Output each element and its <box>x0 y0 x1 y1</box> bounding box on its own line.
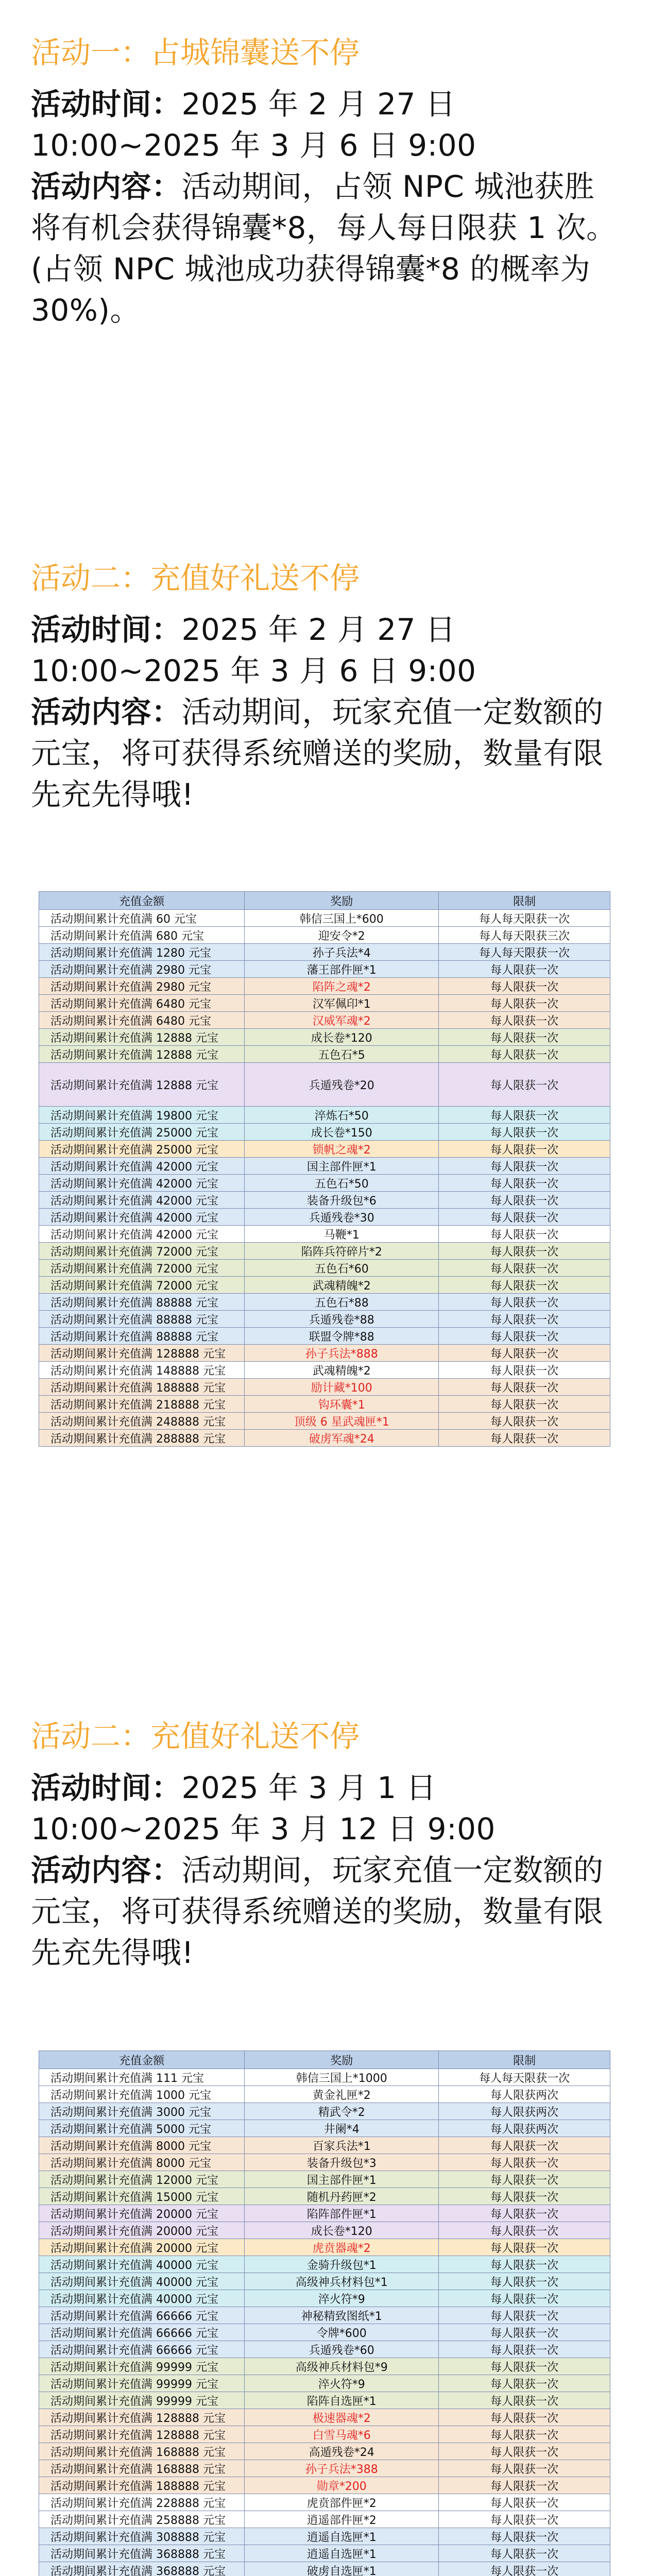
recharge-table-1-amount-cell: 活动期间累计充值满 12888 元宝 <box>39 1029 245 1046</box>
recharge-table-1-amount-cell: 活动期间累计充值满 218888 元宝 <box>39 1396 245 1413</box>
recharge-table-2-reward-cell: 淬火符*9 <box>245 2375 439 2392</box>
recharge-table-2-limit-cell: 每人限获一次 <box>439 2222 610 2239</box>
activity-2b-content <box>31 1850 618 1973</box>
recharge-table-1-row <box>39 1396 610 1413</box>
recharge-table-2-row <box>39 2375 610 2392</box>
recharge-table-2-limit-cell: 每人限获一次 <box>439 2392 610 2409</box>
recharge-table-1-row <box>39 1294 610 1311</box>
recharge-table-2-grid <box>39 2050 610 2576</box>
recharge-table-2-limit-cell: 每人限获一次 <box>439 2205 610 2222</box>
recharge-table-1-limit-cell: 每人每天限获三次 <box>439 927 610 944</box>
recharge-table-2-amount-cell: 活动期间累计充值满 228888 元宝 <box>39 2494 245 2511</box>
recharge-table-2-row <box>39 2545 610 2562</box>
recharge-table-2-limit-cell: 每人限获一次 <box>439 2545 610 2562</box>
recharge-table-2-amount-cell: 活动期间累计充值满 66666 元宝 <box>39 2341 245 2358</box>
recharge-table-1-row <box>39 1260 610 1277</box>
recharge-table-1-header-reward: 奖励 <box>245 892 439 910</box>
recharge-table-2-row <box>39 2239 610 2256</box>
recharge-table-2-amount-cell: 活动期间累计充值满 20000 元宝 <box>39 2239 245 2256</box>
recharge-table-1-limit-cell: 每人限获一次 <box>439 961 610 978</box>
recharge-table-1-reward-cell: 破虏军魂*24 <box>245 1430 439 1447</box>
activity-1-section <box>31 32 618 331</box>
recharge-table-2-reward-cell: 虎贲器魂*2 <box>245 2239 439 2256</box>
recharge-table-1-limit-cell: 每人限获一次 <box>439 1141 610 1158</box>
activity-2-content-label: 活动内容： <box>31 694 182 730</box>
recharge-table-1-reward-cell: 国主部件匣*1 <box>245 1158 439 1175</box>
recharge-table-2 <box>39 2050 610 2576</box>
activity-2-section <box>31 557 618 815</box>
recharge-table-1-row <box>39 1328 610 1345</box>
recharge-table-1-row <box>39 1277 610 1294</box>
recharge-table-2-row <box>39 2120 610 2137</box>
recharge-table-1-amount-cell: 活动期间累计充值满 680 元宝 <box>39 927 245 944</box>
recharge-table-2-limit-cell: 每人限获两次 <box>439 2086 610 2103</box>
recharge-table-2-amount-cell: 活动期间累计充值满 40000 元宝 <box>39 2256 245 2273</box>
recharge-table-2-amount-cell: 活动期间累计充值满 258888 元宝 <box>39 2511 245 2528</box>
activity-2b-time <box>31 1767 618 1850</box>
recharge-table-2-row <box>39 2290 610 2307</box>
recharge-table-1-reward-cell: 装备升级包*6 <box>245 1192 439 1209</box>
recharge-table-2-row <box>39 2494 610 2511</box>
recharge-table-2-amount-cell: 活动期间累计充值满 1000 元宝 <box>39 2086 245 2103</box>
recharge-table-2-row <box>39 2392 610 2409</box>
recharge-table-2-row <box>39 2511 610 2528</box>
recharge-table-1-row <box>39 927 610 944</box>
recharge-table-2-limit-cell: 每人限获一次 <box>439 2256 610 2273</box>
activity-2b-content-value: 活动期间，玩家充值一定数额的元宝，将可获得系统赠送的奖励，数量有限先充先得哦! <box>31 1853 604 1970</box>
activity-1-content-value: 活动期间，占领 NPC 城池获胜将有机会获得锦囊*8，每人每日限获 1 次。(占领 NPC 城池成功获得锦囊*8 的概率为 30%)。 <box>31 169 617 328</box>
recharge-table-2-reward-cell: 陷阵自选匣*1 <box>245 2392 439 2409</box>
recharge-table-1-limit-cell: 每人每天限获一次 <box>439 944 610 961</box>
recharge-table-2-header-limit: 限制 <box>439 2051 610 2069</box>
recharge-table-1-row <box>39 1430 610 1447</box>
recharge-table-2-limit-cell: 每人限获一次 <box>439 2307 610 2324</box>
recharge-table-2-amount-cell: 活动期间累计充值满 111 元宝 <box>39 2069 245 2086</box>
recharge-table-1-reward-cell: 锁帆之魂*2 <box>245 1141 439 1158</box>
recharge-table-2-reward-cell: 淬火符*9 <box>245 2290 439 2307</box>
activity-1-title: 活动一：占城锦囊送不停 <box>31 35 360 70</box>
recharge-table-2-reward-cell: 金骑升级包*1 <box>245 2256 439 2273</box>
recharge-table-1-amount-cell: 活动期间累计充值满 12888 元宝 <box>39 1046 245 1063</box>
recharge-table-2-row <box>39 2222 610 2239</box>
recharge-table-1-header-limit: 限制 <box>439 892 610 910</box>
activity-2-time <box>31 609 618 691</box>
recharge-table-1-reward-cell: 五色石*50 <box>245 1175 439 1192</box>
recharge-table-1-amount-cell: 活动期间累计充值满 72000 元宝 <box>39 1243 245 1260</box>
recharge-table-1-amount-cell: 活动期间累计充值满 128888 元宝 <box>39 1345 245 1362</box>
recharge-table-1-limit-cell: 每人限获一次 <box>439 1294 610 1311</box>
recharge-table-2-amount-cell: 活动期间累计充值满 20000 元宝 <box>39 2222 245 2239</box>
recharge-table-1-amount-cell: 活动期间累计充值满 88888 元宝 <box>39 1328 245 1345</box>
recharge-table-2-limit-cell: 每人限获一次 <box>439 2511 610 2528</box>
recharge-table-2-reward-cell: 高级神兵材料包*1 <box>245 2273 439 2290</box>
recharge-table-1-row <box>39 1379 610 1396</box>
recharge-table-1-limit-cell: 每人限获一次 <box>439 1107 610 1124</box>
recharge-table-1-amount-cell: 活动期间累计充值满 248888 元宝 <box>39 1413 245 1430</box>
recharge-table-1-amount-cell: 活动期间累计充值满 6480 元宝 <box>39 1012 245 1029</box>
recharge-table-2-amount-cell: 活动期间累计充值满 20000 元宝 <box>39 2205 245 2222</box>
recharge-table-2-reward-cell: 国主部件匣*1 <box>245 2171 439 2188</box>
recharge-table-1-amount-cell: 活动期间累计充值满 2980 元宝 <box>39 961 245 978</box>
recharge-table-2-row <box>39 2205 610 2222</box>
recharge-table-1-row <box>39 1012 610 1029</box>
recharge-table-2-limit-cell: 每人限获一次 <box>439 2409 610 2426</box>
recharge-table-1-limit-cell: 每人每天限获一次 <box>439 910 610 927</box>
recharge-table-2-row <box>39 2443 610 2460</box>
recharge-table-2-amount-cell: 活动期间累计充值满 5000 元宝 <box>39 2120 245 2137</box>
recharge-table-2-limit-cell: 每人限获一次 <box>439 2460 610 2477</box>
recharge-table-1-reward-cell: 兵遁残卷*88 <box>245 1311 439 1328</box>
recharge-table-2-limit-cell: 每人限获两次 <box>439 2103 610 2120</box>
recharge-table-1-row <box>39 1029 610 1046</box>
recharge-table-2-row <box>39 2460 610 2477</box>
recharge-table-2-limit-cell: 每人限获一次 <box>439 2358 610 2375</box>
recharge-table-1-reward-cell: 孙子兵法*4 <box>245 944 439 961</box>
recharge-table-2-amount-cell: 活动期间累计充值满 368888 元宝 <box>39 2545 245 2562</box>
recharge-table-1-reward-cell: 淬炼石*50 <box>245 1107 439 1124</box>
recharge-table-1-amount-cell: 活动期间累计充值满 42000 元宝 <box>39 1226 245 1243</box>
activity-1-content <box>31 166 618 331</box>
recharge-table-1-reward-cell: 马鞭*1 <box>245 1226 439 1243</box>
recharge-table-1-reward-cell: 成长卷*120 <box>245 1029 439 1046</box>
recharge-table-1-limit-cell: 每人限获一次 <box>439 1345 610 1362</box>
recharge-table-2-amount-cell: 活动期间累计充值满 368888 元宝 <box>39 2562 245 2576</box>
recharge-table-1-reward-cell: 顶级 6 星武魂匣*1 <box>245 1413 439 1430</box>
activity-2b-title: 活动二：充值好礼送不停 <box>31 1719 360 1754</box>
recharge-table-2-amount-cell: 活动期间累计充值满 66666 元宝 <box>39 2324 245 2341</box>
recharge-table-1-reward-cell: 藩王部件匣*1 <box>245 961 439 978</box>
recharge-table-2-limit-cell: 每人限获一次 <box>439 2528 610 2545</box>
recharge-table-1-limit-cell: 每人限获一次 <box>439 1277 610 1294</box>
activity-2-content <box>31 691 618 815</box>
recharge-table-2-amount-cell: 活动期间累计充值满 99999 元宝 <box>39 2358 245 2375</box>
recharge-table-2-row <box>39 2103 610 2120</box>
recharge-table-2-amount-cell: 活动期间累计充值满 308888 元宝 <box>39 2528 245 2545</box>
recharge-table-1-amount-cell: 活动期间累计充值满 42000 元宝 <box>39 1209 245 1226</box>
recharge-table-1-limit-cell: 每人限获一次 <box>439 1029 610 1046</box>
recharge-table-2-reward-cell: 成长卷*120 <box>245 2222 439 2239</box>
recharge-table-2-limit-cell: 每人限获一次 <box>439 2562 610 2576</box>
recharge-table-2-amount-cell: 活动期间累计充值满 40000 元宝 <box>39 2273 245 2290</box>
recharge-table-1-row <box>39 1226 610 1243</box>
recharge-table-2-amount-cell: 活动期间累计充值满 8000 元宝 <box>39 2137 245 2154</box>
recharge-table-2-reward-cell: 精武令*2 <box>245 2103 439 2120</box>
recharge-table-2-limit-cell: 每人限获一次 <box>439 2375 610 2392</box>
recharge-table-2-row <box>39 2341 610 2358</box>
recharge-table-1-amount-cell: 活动期间累计充值满 25000 元宝 <box>39 1141 245 1158</box>
recharge-table-2-row <box>39 2256 610 2273</box>
recharge-table-1-amount-cell: 活动期间累计充值满 1280 元宝 <box>39 944 245 961</box>
recharge-table-2-amount-cell: 活动期间累计充值满 15000 元宝 <box>39 2188 245 2205</box>
recharge-table-2-row <box>39 2137 610 2154</box>
recharge-table-1-limit-cell: 每人限获一次 <box>439 995 610 1012</box>
recharge-table-1-limit-cell: 每人限获一次 <box>439 1413 610 1430</box>
recharge-table-1-limit-cell: 每人限获一次 <box>439 1260 610 1277</box>
activity-2-time-label: 活动时间： <box>31 612 182 647</box>
recharge-table-2-amount-cell: 活动期间累计充值满 168888 元宝 <box>39 2460 245 2477</box>
recharge-table-1-row <box>39 1362 610 1379</box>
recharge-table-1-amount-cell: 活动期间累计充值满 19800 元宝 <box>39 1107 245 1124</box>
recharge-table-1-limit-cell: 每人限获一次 <box>439 1175 610 1192</box>
recharge-table-2-row <box>39 2086 610 2103</box>
activity-1-content-label: 活动内容： <box>31 169 182 204</box>
recharge-table-1-amount-cell: 活动期间累计充值满 88888 元宝 <box>39 1294 245 1311</box>
recharge-table-2-amount-cell: 活动期间累计充值满 99999 元宝 <box>39 2375 245 2392</box>
recharge-table-2-limit-cell: 每人限获一次 <box>439 2171 610 2188</box>
recharge-table-2-limit-cell: 每人限获一次 <box>439 2341 610 2358</box>
recharge-table-2-reward-cell: 兵遁残卷*60 <box>245 2341 439 2358</box>
recharge-table-1-reward-cell: 钩环囊*1 <box>245 1396 439 1413</box>
recharge-table-2-row <box>39 2409 610 2426</box>
recharge-table-2-reward-cell: 随机丹药匣*2 <box>245 2188 439 2205</box>
recharge-table-2-limit-cell: 每人限获一次 <box>439 2443 610 2460</box>
recharge-table-1-reward-cell: 五色石*88 <box>245 1294 439 1311</box>
recharge-table-1-reward-cell: 陷阵之魂*2 <box>245 978 439 995</box>
recharge-table-2-limit-cell: 每人限获一次 <box>439 2477 610 2494</box>
recharge-table-2-amount-cell: 活动期间累计充值满 188888 元宝 <box>39 2477 245 2494</box>
activity-1-time-value: 2025 年 2 月 27 日 10:00~2025 年 3 月 6 日 9:00 <box>31 87 476 163</box>
recharge-table-1-amount-cell: 活动期间累计充值满 72000 元宝 <box>39 1277 245 1294</box>
recharge-table-1-row <box>39 1124 610 1141</box>
recharge-table-2-limit-cell: 每人限获一次 <box>439 2426 610 2443</box>
recharge-table-2-limit-cell: 每人限获一次 <box>439 2273 610 2290</box>
recharge-table-2-reward-cell: 装备升级包*3 <box>245 2154 439 2171</box>
recharge-table-2-row <box>39 2188 610 2205</box>
recharge-table-1-reward-cell: 汉威军魂*2 <box>245 1012 439 1029</box>
recharge-table-1-amount-cell: 活动期间累计充值满 188888 元宝 <box>39 1379 245 1396</box>
recharge-table-1-row <box>39 995 610 1012</box>
recharge-table-1-reward-cell: 五色石*60 <box>245 1260 439 1277</box>
recharge-table-1-row <box>39 944 610 961</box>
recharge-table-2-header-amount: 充值金额 <box>39 2051 245 2069</box>
recharge-table-2-reward-cell: 白雪马魂*6 <box>245 2426 439 2443</box>
recharge-table-2-reward-cell: 逍遥部件匣*2 <box>245 2511 439 2528</box>
recharge-table-2-reward-cell: 逍遥自选匣*1 <box>245 2528 439 2545</box>
recharge-table-2-row <box>39 2477 610 2494</box>
activity-2-title: 活动二：充值好礼送不停 <box>31 561 360 596</box>
recharge-table-1-reward-cell: 五色石*5 <box>245 1046 439 1063</box>
recharge-table-1-amount-cell: 活动期间累计充值满 42000 元宝 <box>39 1192 245 1209</box>
recharge-table-2-reward-cell: 韩信三国上*1000 <box>245 2069 439 2086</box>
recharge-table-1-amount-cell: 活动期间累计充值满 88888 元宝 <box>39 1311 245 1328</box>
recharge-table-1-amount-cell: 活动期间累计充值满 42000 元宝 <box>39 1175 245 1192</box>
recharge-table-1-amount-cell: 活动期间累计充值满 148888 元宝 <box>39 1362 245 1379</box>
recharge-table-2-row <box>39 2069 610 2086</box>
activity-1-time <box>31 83 618 166</box>
recharge-table-2-amount-cell: 活动期间累计充值满 99999 元宝 <box>39 2392 245 2409</box>
recharge-table-1-row <box>39 1175 610 1192</box>
recharge-table-1-reward-cell: 迎安令*2 <box>245 927 439 944</box>
recharge-table-2-row <box>39 2426 610 2443</box>
recharge-table-2-limit-cell: 每人限获两次 <box>439 2120 610 2137</box>
recharge-table-1-limit-cell: 每人限获一次 <box>439 1379 610 1396</box>
recharge-table-2-reward-cell: 极速器魂*2 <box>245 2409 439 2426</box>
recharge-table-1-amount-cell: 活动期间累计充值满 60 元宝 <box>39 910 245 927</box>
recharge-table-2-amount-cell: 活动期间累计充值满 168888 元宝 <box>39 2443 245 2460</box>
recharge-table-2-header-reward: 奖励 <box>245 2051 439 2069</box>
recharge-table-2-reward-cell: 高遁残卷*24 <box>245 2443 439 2460</box>
recharge-table-1-amount-cell: 活动期间累计充值满 2980 元宝 <box>39 978 245 995</box>
recharge-table-2-limit-cell: 每人限获一次 <box>439 2494 610 2511</box>
recharge-table-1-reward-cell: 韩信三国上*600 <box>245 910 439 927</box>
recharge-table-1-limit-cell: 每人限获一次 <box>439 1124 610 1141</box>
recharge-table-2-reward-cell: 孙子兵法*388 <box>245 2460 439 2477</box>
recharge-table-1-row <box>39 1413 610 1430</box>
recharge-table-1-limit-cell: 每人限获一次 <box>439 1311 610 1328</box>
recharge-table-2-amount-cell: 活动期间累计充值满 12000 元宝 <box>39 2171 245 2188</box>
recharge-table-1-row <box>39 1141 610 1158</box>
recharge-table-2-reward-cell: 虎贲部件匣*2 <box>245 2494 439 2511</box>
activity-2-content-value: 活动期间，玩家充值一定数额的元宝，将可获得系统赠送的奖励，数量有限先充先得哦! <box>31 694 604 812</box>
recharge-table-2-limit-cell: 每人限获一次 <box>439 2188 610 2205</box>
recharge-table-1-amount-cell: 活动期间累计充值满 288888 元宝 <box>39 1430 245 1447</box>
recharge-table-2-limit-cell: 每人限获一次 <box>439 2154 610 2171</box>
recharge-table-1-amount-cell: 活动期间累计充值满 42000 元宝 <box>39 1158 245 1175</box>
recharge-table-2-limit-cell: 每人限获一次 <box>439 2290 610 2307</box>
recharge-table-1-reward-cell: 孙子兵法*888 <box>245 1345 439 1362</box>
recharge-table-1-reward-cell: 武魂精魄*2 <box>245 1277 439 1294</box>
recharge-table-2-row <box>39 2154 610 2171</box>
recharge-table-2-row <box>39 2528 610 2545</box>
recharge-table-1-limit-cell: 每人限获一次 <box>439 1328 610 1345</box>
recharge-table-1-row <box>39 1046 610 1063</box>
recharge-table-1-limit-cell: 每人限获一次 <box>439 1430 610 1447</box>
recharge-table-2-reward-cell: 神秘精致图纸*1 <box>245 2307 439 2324</box>
recharge-table-2-row <box>39 2273 610 2290</box>
recharge-table-1-limit-cell: 每人限获一次 <box>439 1158 610 1175</box>
activity-2b-section <box>31 1716 618 1973</box>
activity-2b-time-value: 2025 年 3 月 1 日 10:00~2025 年 3 月 12 日 9:00 <box>31 1770 496 1846</box>
recharge-table-1-row <box>39 1311 610 1328</box>
recharge-table-1-header-amount: 充值金额 <box>39 892 245 910</box>
recharge-table-1-limit-cell: 每人限获一次 <box>439 1243 610 1260</box>
recharge-table-1-amount-cell: 活动期间累计充值满 72000 元宝 <box>39 1260 245 1277</box>
recharge-table-2-row <box>39 2171 610 2188</box>
recharge-table-1-row <box>39 1063 610 1107</box>
recharge-table-2-reward-cell: 井阑*4 <box>245 2120 439 2137</box>
recharge-table-1-row <box>39 1192 610 1209</box>
recharge-table-1-reward-cell: 陷阵兵符碎片*2 <box>245 1243 439 1260</box>
recharge-table-1-limit-cell: 每人限获一次 <box>439 978 610 995</box>
recharge-table-1-row <box>39 961 610 978</box>
recharge-table-2-row <box>39 2562 610 2576</box>
recharge-table-2-reward-cell: 逍遥自选匣*1 <box>245 2545 439 2562</box>
recharge-table-1-reward-cell: 联盟令牌*88 <box>245 1328 439 1345</box>
recharge-table-1-reward-cell: 成长卷*150 <box>245 1124 439 1141</box>
recharge-table-1-amount-cell: 活动期间累计充值满 25000 元宝 <box>39 1124 245 1141</box>
recharge-table-1-reward-cell: 励计藏*100 <box>245 1379 439 1396</box>
recharge-table-2-limit-cell: 每人每天限获一次 <box>439 2069 610 2086</box>
recharge-table-1 <box>39 891 610 1447</box>
activity-2b-time-label: 活动时间： <box>31 1770 182 1805</box>
recharge-table-1-row <box>39 978 610 995</box>
recharge-table-1-amount-cell: 活动期间累计充值满 12888 元宝 <box>39 1063 245 1107</box>
recharge-table-1-limit-cell: 每人限获一次 <box>439 1192 610 1209</box>
recharge-table-1-limit-cell: 每人限获一次 <box>439 1226 610 1243</box>
recharge-table-2-limit-cell: 每人限获一次 <box>439 2137 610 2154</box>
recharge-table-1-limit-cell: 每人限获一次 <box>439 1046 610 1063</box>
recharge-table-2-reward-cell: 黄金礼匣*2 <box>245 2086 439 2103</box>
recharge-table-2-reward-cell: 令牌*600 <box>245 2324 439 2341</box>
recharge-table-1-limit-cell: 每人限获一次 <box>439 1396 610 1413</box>
recharge-table-1-limit-cell: 每人限获一次 <box>439 1209 610 1226</box>
recharge-table-2-amount-cell: 活动期间累计充值满 128888 元宝 <box>39 2426 245 2443</box>
recharge-table-2-amount-cell: 活动期间累计充值满 3000 元宝 <box>39 2103 245 2120</box>
recharge-table-2-reward-cell: 陷阵部件匣*1 <box>245 2205 439 2222</box>
recharge-table-1-row <box>39 1345 610 1362</box>
recharge-table-1-grid <box>39 891 610 1447</box>
activity-1-time-label: 活动时间： <box>31 87 182 122</box>
recharge-table-1-reward-cell: 兵遁残卷*20 <box>245 1063 439 1107</box>
recharge-table-2-reward-cell: 勋章*200 <box>245 2477 439 2494</box>
recharge-table-2-amount-cell: 活动期间累计充值满 40000 元宝 <box>39 2290 245 2307</box>
recharge-table-2-row <box>39 2324 610 2341</box>
recharge-table-2-amount-cell: 活动期间累计充值满 8000 元宝 <box>39 2154 245 2171</box>
recharge-table-2-row <box>39 2307 610 2324</box>
recharge-table-2-limit-cell: 每人限获一次 <box>439 2239 610 2256</box>
recharge-table-1-row <box>39 1209 610 1226</box>
recharge-table-1-limit-cell: 每人限获一次 <box>439 1063 610 1107</box>
recharge-table-2-row <box>39 2358 610 2375</box>
recharge-table-2-amount-cell: 活动期间累计充值满 66666 元宝 <box>39 2307 245 2324</box>
recharge-table-1-limit-cell: 每人限获一次 <box>439 1362 610 1379</box>
activity-2b-content-label: 活动内容： <box>31 1853 182 1888</box>
recharge-table-1-row <box>39 1243 610 1260</box>
recharge-table-2-amount-cell: 活动期间累计充值满 128888 元宝 <box>39 2409 245 2426</box>
recharge-table-1-limit-cell: 每人限获一次 <box>439 1012 610 1029</box>
activity-2-time-value: 2025 年 2 月 27 日 10:00~2025 年 3 月 6 日 9:00 <box>31 612 476 688</box>
recharge-table-2-reward-cell: 破虏自选匣*1 <box>245 2562 439 2576</box>
recharge-table-1-reward-cell: 兵遁残卷*30 <box>245 1209 439 1226</box>
recharge-table-2-limit-cell: 每人限获一次 <box>439 2324 610 2341</box>
recharge-table-2-reward-cell: 百家兵法*1 <box>245 2137 439 2154</box>
recharge-table-1-row <box>39 910 610 927</box>
recharge-table-1-row <box>39 1107 610 1124</box>
recharge-table-1-reward-cell: 汉军佩印*1 <box>245 995 439 1012</box>
recharge-table-1-amount-cell: 活动期间累计充值满 6480 元宝 <box>39 995 245 1012</box>
recharge-table-1-row <box>39 1158 610 1175</box>
recharge-table-1-reward-cell: 武魂精魄*2 <box>245 1362 439 1379</box>
recharge-table-2-reward-cell: 高级神兵材料包*9 <box>245 2358 439 2375</box>
